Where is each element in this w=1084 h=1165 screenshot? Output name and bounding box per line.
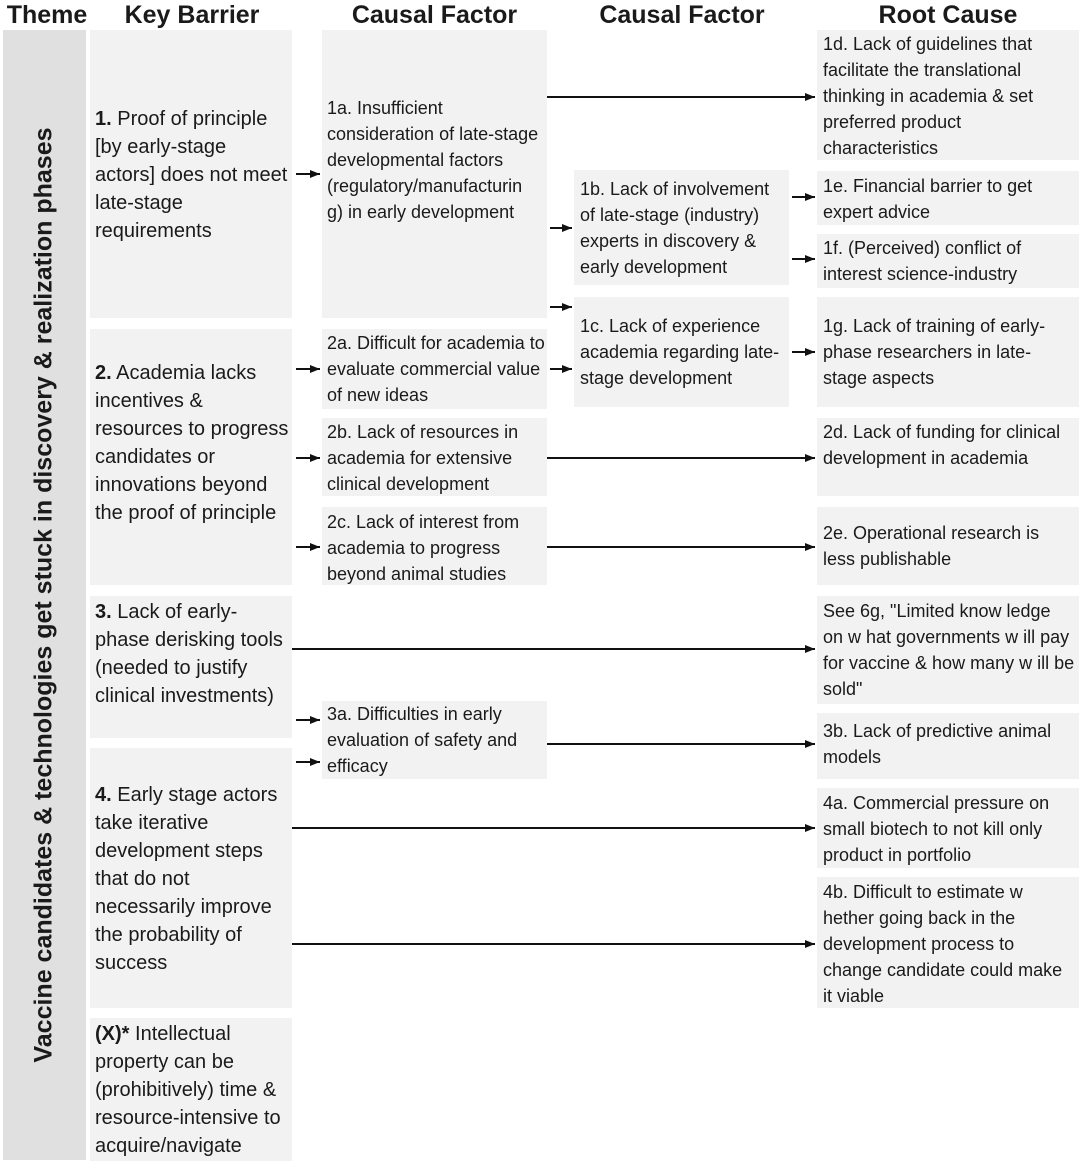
key-barrier-x-text: Intellectual property can be (prohibitively) time & resource-intensive to acquire/navigate <box>95 1023 281 1157</box>
causal-factor-1a: 1a. Insufficient consideration of late-stage developmental factors (regulatory/manufacturin g) in early development <box>327 98 539 222</box>
key-barrier-3-number: 3. <box>95 601 112 623</box>
root-cause-1e: 1e. Financial barrier to get expert advice <box>823 176 1033 222</box>
causal-factor-3a: 3a. Difficulties in early evaluation of safety and efficacy <box>327 704 518 776</box>
key-barrier-1-number: 1. <box>95 108 112 130</box>
root-cause-4b: 4b. Difficult to estimate w hether going back in the development process to change candidate could make it viable <box>823 882 1063 1006</box>
header-causal-factor-1: Causal Factor <box>351 1 518 29</box>
root-cause-2d: 2d. Lack of funding for clinical development in academia <box>823 422 1061 468</box>
root-cause-3b: 3b. Lack of predictive animal models <box>823 721 1052 767</box>
header-key-barrier: Key Barrier <box>124 1 260 29</box>
key-barrier-4-number: 4. <box>95 784 112 806</box>
key-barrier-3-text: Lack of early-phase derisking tools (needed to justify clinical investments) <box>95 601 283 707</box>
header-causal-factor-2: Causal Factor <box>599 1 765 29</box>
causal-factor-2c: 2c. Lack of interest from academia to progress beyond animal studies <box>327 512 520 584</box>
causal-factor-2a: 2a. Difficult for academia to evaluate commercial value of new ideas <box>327 333 545 405</box>
causal-factor-2b: 2b. Lack of resources in academia for extensive clinical development <box>327 422 519 494</box>
root-cause-1f: 1f. (Perceived) conflict of interest science-industry <box>823 238 1022 284</box>
key-barrier-2-number: 2. <box>95 362 112 384</box>
root-cause-2e: 2e. Operational research is less publishable <box>823 523 1040 569</box>
theme-text: Vaccine candidates & technologies get stuck in discovery & realization phases <box>29 127 58 1063</box>
root-cause-1d: 1d. Lack of guidelines that facilitate the translational thinking in academia & set preferred product characteristics <box>823 34 1034 158</box>
key-barrier-4-text: Early stage actors take iterative development steps that do not necessarily improve the probability of success <box>95 784 278 974</box>
header-theme: Theme <box>6 1 88 29</box>
causal-factor-1c: 1c. Lack of experience academia regarding late-stage development <box>580 316 780 388</box>
root-cause-1g: 1g. Lack of training of early-phase researchers in late-stage aspects <box>823 316 1046 388</box>
header-root-cause: Root Cause <box>878 1 1018 29</box>
key-barrier-1-text: Proof of principle [by early-stage actors] does not meet late-stage requirements <box>95 108 288 242</box>
root-cause-4a: 4a. Commercial pressure on small biotech to not kill only product in portfolio <box>823 793 1050 865</box>
key-barrier-2-text: Academia lacks incentives & resources to progress candidates or innovations beyond the proof of principle <box>95 362 289 524</box>
root-cause-see-6g: See 6g, "Limited know ledge on w hat governments w ill pay for vaccine & how many w ill be sold" <box>823 601 1075 699</box>
causal-factor-1b: 1b. Lack of involvement of late-stage (industry) experts in discovery & early development <box>580 179 770 277</box>
key-barrier-x-number: (X)* <box>95 1023 130 1045</box>
